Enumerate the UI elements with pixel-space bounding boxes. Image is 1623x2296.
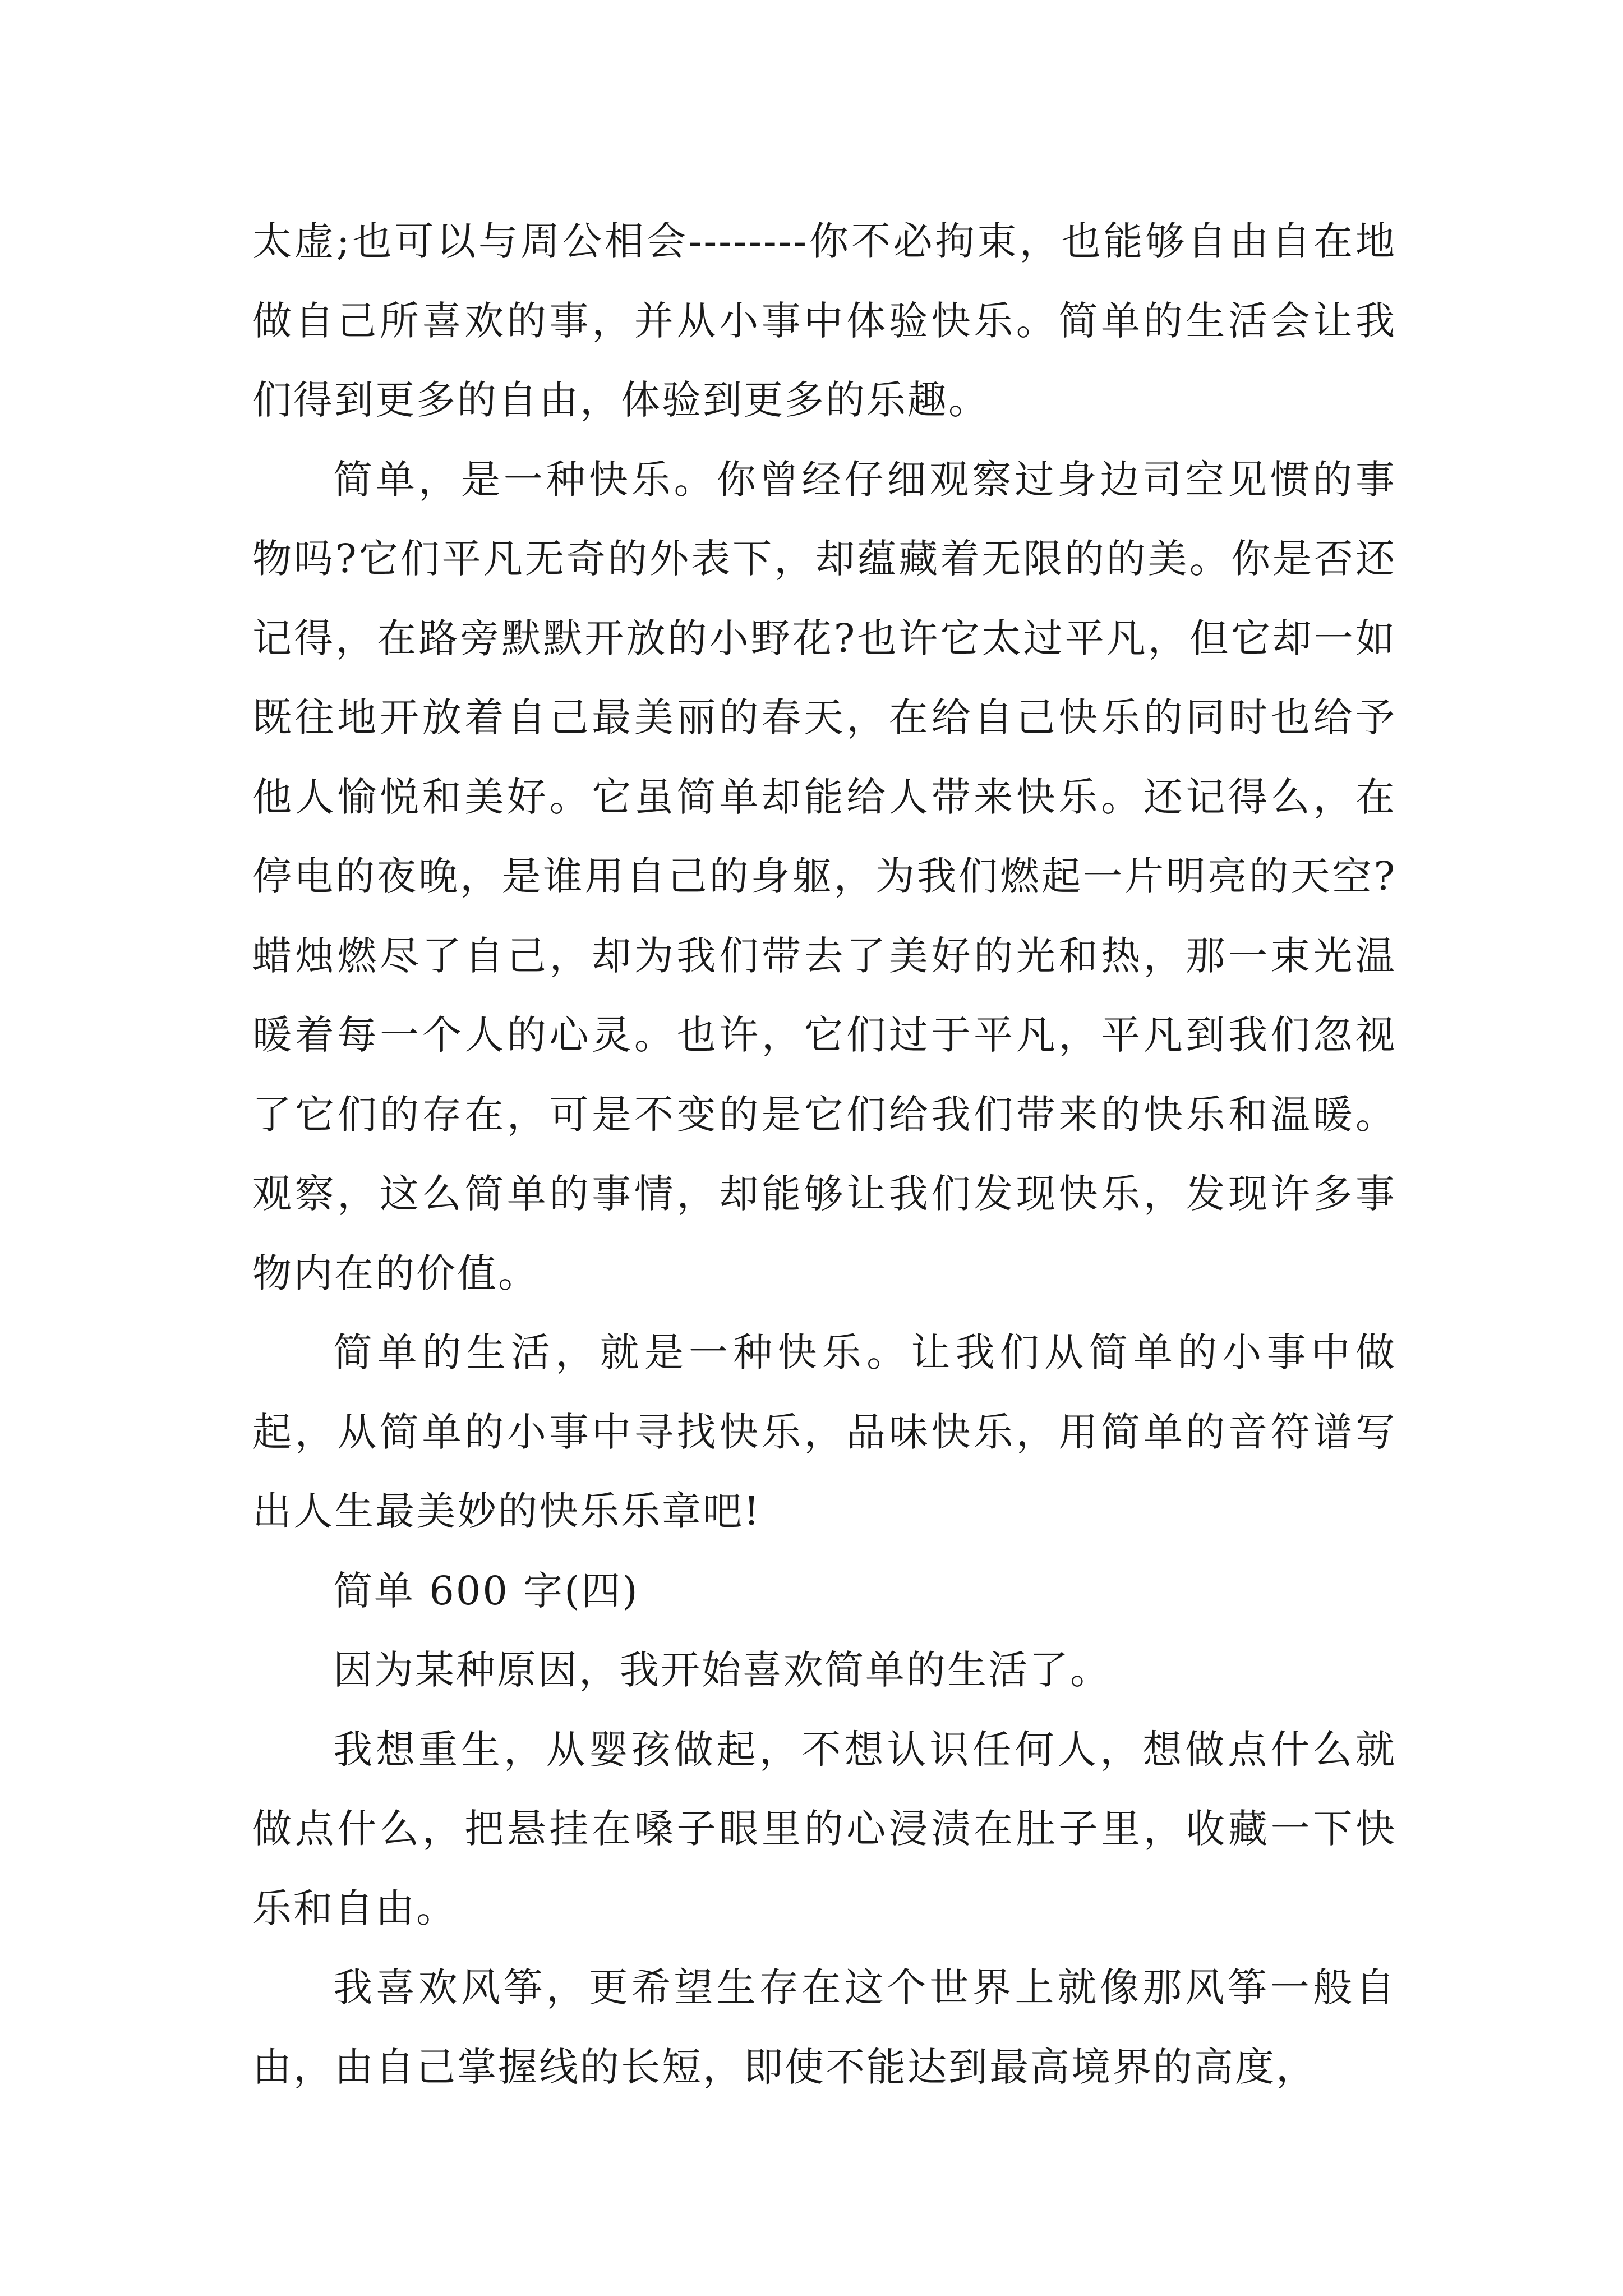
paragraph-7: 我喜欢风筝，更希望生存在这个世界上就像那风筝一般自由，由自己掌握线的长短，即使不能达到最高境界的高度， xyxy=(252,1964,1396,2090)
paragraph-1: 太虚;也可以与周公相会--------你不必拘束，也能够自由自在地做自己所喜欢的事，并从小事中体验快乐。简单的生活会让我们得到更多的自由，体验到更多的乐趣。 xyxy=(252,218,1396,423)
paragraph-2: 简单，是一种快乐。你曾经仔细观察过身边司空见惯的事物吗?它们平凡无奇的外表下，却蕴藏着无限的的美。你是否还记得，在路旁默默开放的小野花?也许它太过平凡，但它却一如既往地开放着自己最美丽的春天，在给自己快乐的同时也给予他人愉悦和美好。它虽简单却能给人带来快乐。还记得么，在停电的夜晚，是谁用自己的身躯，为我们燃起一片明亮的天空?蜡烛燃尽了自己，却为我们带去了美好的光和热，那一束光温暖着每一个人的心灵。也许，它们过于平凡，平凡到我们忽视了它们的存在，可是不变的是它们给我们带来的快乐和温暖。观察，这么简单的事情，却能够让我们发现快乐，发现许多事物内在的价值。 xyxy=(252,456,1396,1296)
paragraph-6: 我想重生，从婴孩做起，不想认识任何人，想做点什么就做点什么，把悬挂在嗓子眼里的心浸渍在肚子里，收藏一下快乐和自由。 xyxy=(252,1726,1396,1931)
paragraph-3: 简单的生活，就是一种快乐。让我们从简单的小事中做起，从简单的小事中寻找快乐，品味快乐，用简单的音符谱写出人生最美妙的快乐乐章吧! xyxy=(252,1329,1396,1534)
paragraph-5: 因为某种原因，我开始喜欢简单的生活了。 xyxy=(333,1647,1111,1693)
document-body xyxy=(252,202,1396,2107)
section-heading: 简单 600 字(四) xyxy=(333,1567,639,1614)
